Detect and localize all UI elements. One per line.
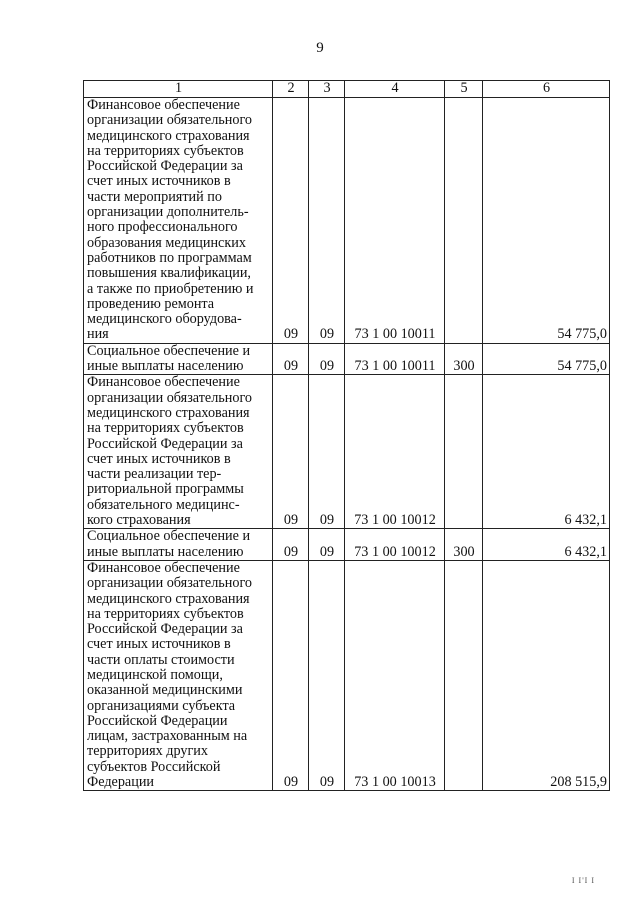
- row-section-cell: 09: [273, 343, 309, 375]
- table-row: [84, 98, 610, 344]
- header-col-4: 4: [345, 81, 445, 98]
- row-subsection-cell: 09: [309, 529, 345, 561]
- row-target-code-cell: 73 1 00 10013: [345, 560, 445, 790]
- row-expense-type-cell: [445, 98, 483, 344]
- row-name-cell: [84, 343, 273, 375]
- row-section-cell: 09: [273, 560, 309, 790]
- row-target-code-cell: 73 1 00 10011: [345, 343, 445, 375]
- header-col-3: 3: [309, 81, 345, 98]
- row-name-cell: [84, 529, 273, 561]
- header-col-2: 2: [273, 81, 309, 98]
- row-name-cell: [84, 560, 273, 790]
- row-expense-type-cell: 300: [445, 529, 483, 561]
- row-amount-cell: 6 432,1: [483, 529, 610, 561]
- row-name: Социальное обеспечение и иные выплаты населению: [87, 528, 251, 560]
- table-row: [84, 343, 610, 375]
- row-name: Финансовое обеспечение организации обязательного медицинского страхования на территориях субъектов Российской Федерации за счет иных источников в части реализации тер- риториальной программы обязательного медицинс- кого страхования: [87, 374, 253, 529]
- row-section-cell: 09: [273, 529, 309, 561]
- row-name: Финансовое обеспечение организации обязательного медицинского страхования на территориях субъектов Российской Федерации за счет иных источников в части оплаты стоимости медицинской помощи, оказанной медицинскими организациями субъекта Российской Федерации лицам, застрахованным на территориях других субъектов Российской Федерации: [87, 559, 253, 791]
- header-col-5: 5: [445, 81, 483, 98]
- row-section-cell: 09: [273, 98, 309, 344]
- row-name: Финансовое обеспечение организации обязательного медицинского страхования на территориях субъектов Российской Федерации за счет иных источников в части мероприятий по организации дополнитель- ного профессионального образования медицинских работников по программам повышения квалификации, а также по приобретению и проведению ремонта медицинского оборудова- ния: [87, 97, 254, 343]
- header-col-6: 6: [483, 81, 610, 98]
- row-amount-cell: 208 515,9: [483, 560, 610, 790]
- row-target-code-cell: 73 1 00 10012: [345, 529, 445, 561]
- row-subsection-cell: 09: [309, 98, 345, 344]
- row-name-cell: [84, 98, 273, 344]
- row-expense-type-cell: 300: [445, 343, 483, 375]
- table-row: [84, 560, 610, 790]
- row-name: Социальное обеспечение и иные выплаты населению: [87, 342, 251, 375]
- row-subsection-cell: 09: [309, 560, 345, 790]
- row-subsection-cell: 09: [309, 343, 345, 375]
- table-header-row: [84, 81, 610, 98]
- row-expense-type-cell: [445, 560, 483, 790]
- page-number: 9: [316, 40, 324, 56]
- table-row: [84, 375, 610, 529]
- header-col-1: 1: [84, 81, 273, 98]
- row-amount-cell: 6 432,1: [483, 375, 610, 529]
- row-section-cell: 09: [273, 375, 309, 529]
- row-expense-type-cell: [445, 375, 483, 529]
- footer-mark: I I'I I: [571, 876, 595, 885]
- table-row: [84, 529, 610, 561]
- row-name-cell: [84, 375, 273, 529]
- row-target-code-cell: 73 1 00 10012: [345, 375, 445, 529]
- row-amount-cell: 54 775,0: [483, 98, 610, 344]
- budget-table: [83, 80, 610, 791]
- row-target-code-cell: 73 1 00 10011: [345, 98, 445, 344]
- row-subsection-cell: 09: [309, 375, 345, 529]
- row-amount-cell: 54 775,0: [483, 343, 610, 375]
